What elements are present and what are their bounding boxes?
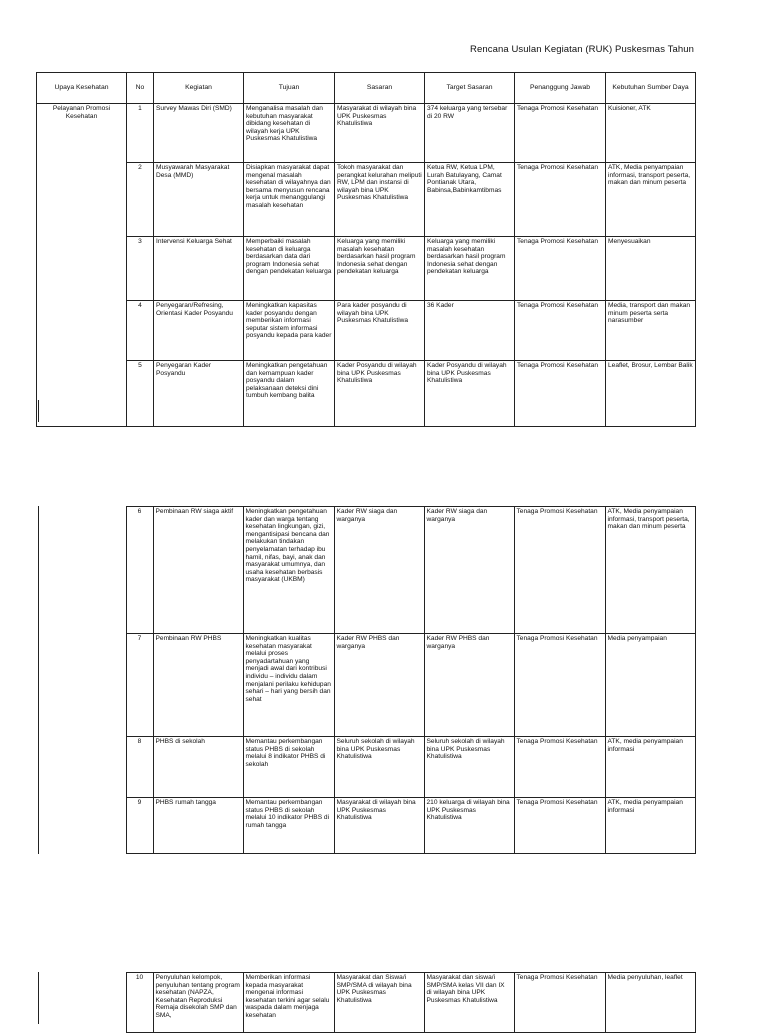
- row-tujuan: Meningkatkan pengetahuan dan kemampuan kader posyandu dalam pelaksanaan deteksi dini tumbuh kembang balita: [244, 361, 335, 427]
- row-kebutuhan: ATK, media penyampaian informasi: [605, 798, 695, 854]
- row-kebutuhan: Media penyuluhan, leaflet: [605, 973, 695, 1033]
- row-kegiatan: PHBS rumah tangga: [153, 798, 243, 854]
- table-row: [36, 634, 695, 737]
- table-row: [37, 237, 696, 301]
- row-tujuan: Meningkatkan kualitas kesehatan masyarakat melalui proses penyadartahuan yang menjadi awal dari kontribusi individu – individu dalam menjalani perilaku kehidupan sehari – hari yang bersih dan sehat: [243, 634, 334, 737]
- col-header-target: Target Sasaran: [425, 73, 515, 104]
- table-row: [37, 361, 696, 427]
- ruk-table-page-2: [36, 506, 696, 854]
- ruk-table-page-1: [36, 72, 696, 427]
- table-row: [36, 507, 695, 634]
- row-target: Ketua RW, Ketua LPM, Lurah Batulayang, Camat Pontianak Utara, Babinsa,Babinkamtibmas: [425, 163, 515, 237]
- row-pj: Tenaga Promosi Kesehatan: [514, 634, 605, 737]
- upaya-cell: Pelayanan Promosi Kesehatan: [37, 104, 127, 427]
- row-pj: Tenaga Promosi Kesehatan: [515, 361, 606, 427]
- row-pj: Tenaga Promosi Kesehatan: [514, 507, 605, 634]
- row-kebutuhan: Kuisioner, ATK: [606, 104, 696, 163]
- col-header-pj: Penanggung Jawab: [515, 73, 606, 104]
- row-kebutuhan: ATK, Media penyampaian informasi, transport peserta, makan dan minum peserta: [606, 163, 696, 237]
- table-row: [37, 163, 696, 237]
- row-no: 9: [126, 798, 153, 854]
- row-sasaran: Masyarakat di wilayah bina UPK Puskesmas Khatulistiwa: [335, 104, 425, 163]
- row-sasaran: Masyarakat di wilayah bina UPK Puskesmas Khatulistiwa: [334, 798, 424, 854]
- row-pj: Tenaga Promosi Kesehatan: [515, 301, 606, 361]
- table-header-row: [37, 73, 696, 104]
- row-kebutuhan: Media, transport dan makan minum peserta serta narasumber: [606, 301, 696, 361]
- row-tujuan: Memberikan informasi kepada masyarakat mengenai informasi kesehatan terkini agar selalu waspada dalam menjaga kesehatan: [243, 973, 334, 1033]
- row-no: 1: [127, 104, 154, 163]
- row-target: Keluarga yang memiliki masalah kesehatan berdasarkan hasil program Indonesia sehat dengan pendekatan keluarga: [425, 237, 515, 301]
- row-target: Masyarakat dan siswa/i SMP/SMA kelas VII dan IX di wilayah bina UPK Puskesmas Khatulistiwa: [424, 973, 514, 1033]
- row-no: 4: [127, 301, 154, 361]
- row-kebutuhan: ATK, Media penyampaian informasi, transport peserta, makan dan minum peserta: [605, 507, 695, 634]
- row-no: 7: [126, 634, 153, 737]
- row-kegiatan: PHBS di sekolah: [153, 737, 243, 798]
- row-no: 5: [127, 361, 154, 427]
- row-kegiatan: Penyegaran Kader Posyandu: [154, 361, 244, 427]
- row-kebutuhan: Media penyampaian: [605, 634, 695, 737]
- col-header-tujuan: Tujuan: [244, 73, 335, 104]
- upaya-cell-continued: [36, 507, 126, 854]
- row-kebutuhan: ATK, media penyampaian informasi: [605, 737, 695, 798]
- row-target: Kader RW PHBS dan warganya: [424, 634, 514, 737]
- row-tujuan: Memantau perkembangan status PHBS di sekolah melalui 10 indikator PHBS di rumah tangga: [243, 798, 334, 854]
- row-sasaran: Tokoh masyarakat dan perangkat kelurahan meliputi RW, LPM dan instansi di wilayah bina UPK Puskesmas Khatulistiwa: [335, 163, 425, 237]
- row-pj: Tenaga Promosi Kesehatan: [515, 104, 606, 163]
- row-kegiatan: Musyawarah Masyarakat Desa (MMD): [154, 163, 244, 237]
- row-target: 36 Kader: [425, 301, 515, 361]
- table-row: [37, 301, 696, 361]
- row-no: 2: [127, 163, 154, 237]
- row-kegiatan: Intervensi Keluarga Sehat: [154, 237, 244, 301]
- row-pj: Tenaga Promosi Kesehatan: [515, 237, 606, 301]
- table-row: [37, 104, 696, 163]
- row-kegiatan: Penyegaran/Refresing, Orientasi Kader Posyandu: [154, 301, 244, 361]
- row-sasaran: Para kader posyandu di wilayah bina UPK Puskesmas Khatulistiwa: [335, 301, 425, 361]
- row-kegiatan: Pembinaan RW siaga aktif: [153, 507, 243, 634]
- row-kegiatan: Pembinaan RW PHBS: [153, 634, 243, 737]
- row-kebutuhan: Menyesuaikan: [606, 237, 696, 301]
- row-tujuan: Memperbaiki masalah kesehatan di keluarga berdasarkan data dari program Indonesia sehat dengan pendekatan keluarga: [244, 237, 335, 301]
- row-no: 3: [127, 237, 154, 301]
- row-pj: Tenaga Promosi Kesehatan: [515, 163, 606, 237]
- row-tujuan: Meningkatkan kapasitas kader posyandu dengan memberikan informasi seputar sistem informasi posyandu kepada para kader: [244, 301, 335, 361]
- row-sasaran: Kader Posyandu di wilayah bina UPK Puskesmas Khatulistiwa: [335, 361, 425, 427]
- row-pj: Tenaga Promosi Kesehatan: [514, 737, 605, 798]
- row-sasaran: Seluruh sekolah di wilayah bina UPK Puskesmas Khatulistiwa: [334, 737, 424, 798]
- col-header-upaya: Upaya Kesehatan: [37, 73, 127, 104]
- row-target: Kader RW siaga dan warganya: [424, 507, 514, 634]
- row-target: 374 keluarga yang tersebar di 20 RW: [425, 104, 515, 163]
- row-no: 8: [126, 737, 153, 798]
- row-target: Seluruh sekolah di wilayah bina UPK Puskesmas Khatulistiwa: [424, 737, 514, 798]
- table-row: [36, 798, 695, 854]
- col-header-no: No: [127, 73, 154, 104]
- row-tujuan: Meningkatkan pengetahuan kader dan warga tentang kesehatan lingkungan, gizi, mengantisipasi bencana dan melakukan tindakan penyelamatan terhadap ibu hamil, nifas, bayi, anak dan masyarakat umumnya, dan usaha kesehatan berbasis masyarakat (UKBM): [243, 507, 334, 634]
- row-pj: Tenaga Promosi Kesehatan: [514, 798, 605, 854]
- row-kegiatan: Penyuluhan kelompok, penyuluhan tentang program kesehatan (NAPZA, Kesehatan Reproduksi Remaja disekolah SMP dan SMA,: [153, 973, 243, 1033]
- row-tujuan: Disiapkan masyarakat dapat mengenal masalah kesehatan di wilayahnya dan bersama menyusun rencana kerja untuk menanggulangi masalah kesehatan: [244, 163, 335, 237]
- col-header-kebutuhan: Kebutuhan Sumber Daya: [606, 73, 696, 104]
- row-sasaran: Masyarakat dan Siswa/i SMP/SMA di wilayah bina UPK Puskesmas Khatulistiwa: [334, 973, 424, 1033]
- row-target: Kader Posyandu di wilayah bina UPK Puskesmas Khatulistiwa: [425, 361, 515, 427]
- col-header-sasaran: Sasaran: [335, 73, 425, 104]
- row-sasaran: Kader RW PHBS dan warganya: [334, 634, 424, 737]
- row-no: 10: [126, 973, 153, 1033]
- document-title: Rencana Usulan Kegiatan (RUK) Puskesmas Tahun: [470, 44, 694, 55]
- row-target: 210 keluarga di wilayah bina UPK Puskesmas Khatulistiwa: [424, 798, 514, 854]
- row-kebutuhan: Leaflet, Brosur, Lembar Balik: [606, 361, 696, 427]
- row-kegiatan: Survey Mawas Diri (SMD): [154, 104, 244, 163]
- row-tujuan: Menganalisa masalah dan kebutuhan masyarakat dibidang kesehatan di wilayah kerja UPK Puskesmas Khatulistiwa: [244, 104, 335, 163]
- row-no: 6: [126, 507, 153, 634]
- table-row: [36, 737, 695, 798]
- row-tujuan: Memantau perkembangan status PHBS di sekolah melalui 8 indikator PHBS di sekolah: [243, 737, 334, 798]
- row-sasaran: Keluarga yang memiliki masalah kesehatan berdasarkan hasil program Indonesia sehat dengan pendekatan keluarga: [335, 237, 425, 301]
- row-pj: Tenaga Promosi Kesehatan: [514, 973, 605, 1033]
- col-header-kegiatan: Kegiatan: [154, 73, 244, 104]
- row-sasaran: Kader RW siaga dan warganya: [334, 507, 424, 634]
